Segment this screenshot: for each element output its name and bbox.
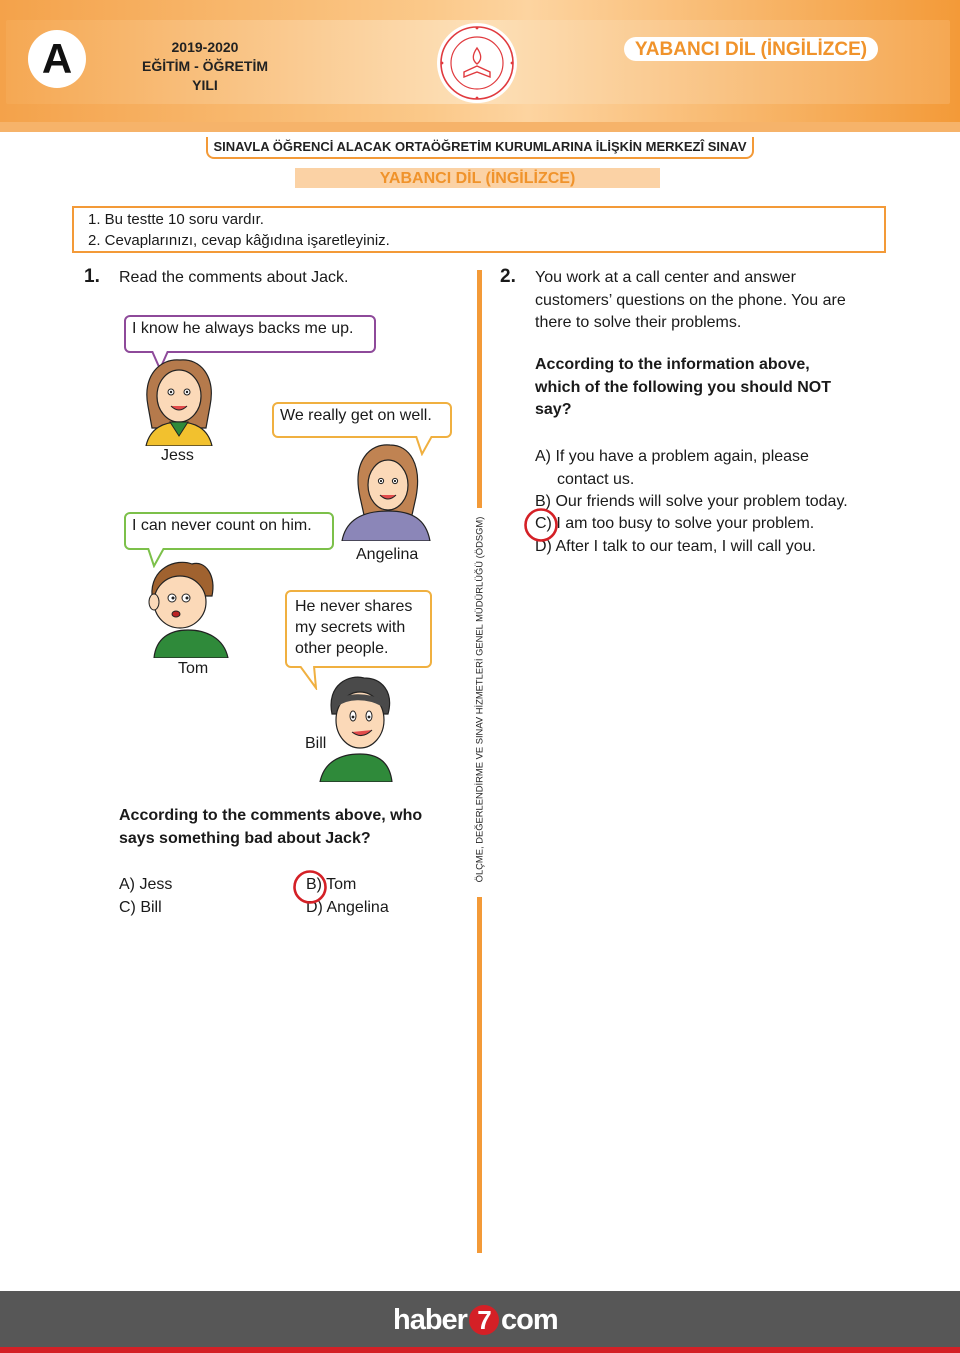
angelina-name: Angelina [356,546,419,563]
angelina-speech-bubble [272,402,452,438]
bill-speech-bubble [285,590,432,668]
column-divider [477,897,482,1253]
exam-title: SINAVLA ÖĞRENCİ ALACAK ORTAÖĞRETİM KURUMLARINA İLİŞKİN MERKEZÎ SINAV [206,137,754,159]
q1-question [119,805,422,850]
tom-comment: I can never count on him. [132,517,312,534]
q1-question-line: According to the comments above, who [119,807,423,824]
q1-question-line: says something bad about Jack? [119,829,371,847]
logo-text: haber [393,1303,467,1336]
q1-option-a[interactable]: A) Jess [119,876,173,893]
angelina-comment: We really get on well. [280,407,432,424]
tom-speech-bubble [124,512,334,550]
q2-context-line: customers’ questions on the phone. You are [535,291,846,309]
haber7-logo[interactable] [393,1300,573,1340]
instruction-item: 1. Bu testte 10 soru vardır. [88,211,264,228]
q2-context-line: You work at a call center and answer [535,269,796,286]
instruction-item: 2. Cevaplarınızı, cevap kâğıdına işaretleyiniz. [88,232,390,249]
q1-prompt: Read the comments about Jack. [119,269,349,286]
bill-comment-line: He never shares [295,598,413,615]
q1-number: 1. [84,266,100,287]
subject-tag: YABANCI DİL (İNGİLİZCE) [624,37,878,61]
bill-name: Bill [305,735,327,752]
jess-comment: I know he always backs me up. [132,320,354,337]
instructions-box [72,206,886,253]
angelina-avatar [340,441,432,541]
q1-option-c[interactable]: C) Bill [119,899,162,916]
q2-question-line: which of the following you should NOT [535,378,831,396]
year-value: 2019-2020 [171,39,239,55]
q2-number: 2. [500,266,516,287]
header-band [0,122,960,132]
school-year [130,38,280,95]
q1-option-d[interactable]: D) Angelina [306,899,389,916]
q2-question-line: say? [535,401,572,418]
tom-name: Tom [178,660,209,677]
footer-accent [0,1347,960,1353]
logo-text: com [500,1303,558,1336]
q1-option-b[interactable]: B) Tom [306,876,357,893]
jess-avatar [140,356,218,446]
q2-context-line: there to solve their problems. [535,314,742,331]
q2-question-line: According to the information above, [535,356,810,373]
answer-mark-circle-icon [292,869,328,905]
bill-comment-line: my secrets with [295,619,406,636]
q2-option-c[interactable]: C) I am too busy to solve your problem. [535,515,815,532]
q2-option-b[interactable]: B) Our friends will solve your problem today. [535,493,848,510]
column-divider [477,270,482,508]
answer-mark-circle-icon [523,507,559,543]
bill-comment-line: other people. [295,640,389,657]
bill-avatar [316,674,396,782]
ministry-seal-icon [436,22,518,104]
subject-bar: YABANCI DİL (İNGİLİZCE) [295,168,660,188]
booklet-badge: A [28,30,86,88]
q2-context [535,267,846,335]
q2-option-a-line: A) If you have a problem again, please [535,448,809,465]
logo-number: 7 [469,1305,499,1335]
q2-option-a-line: contact us. [557,470,635,488]
q2-option-a[interactable] [535,446,809,491]
publisher-text: ÖLÇME, DEĞERLENDİRME VE SINAV HİZMETLERİ GENEL MÜDÜRLÜĞÜ (ÖDSGM) [473,516,485,883]
jess-speech-bubble [124,315,376,353]
tom-avatar [140,558,232,658]
q2-question [535,354,831,422]
jess-name: Jess [161,447,194,464]
q2-option-d[interactable]: D) After I talk to our team, I will call you. [535,538,816,555]
year-label: EĞİTİM - ÖĞRETİM YILI [142,58,268,93]
